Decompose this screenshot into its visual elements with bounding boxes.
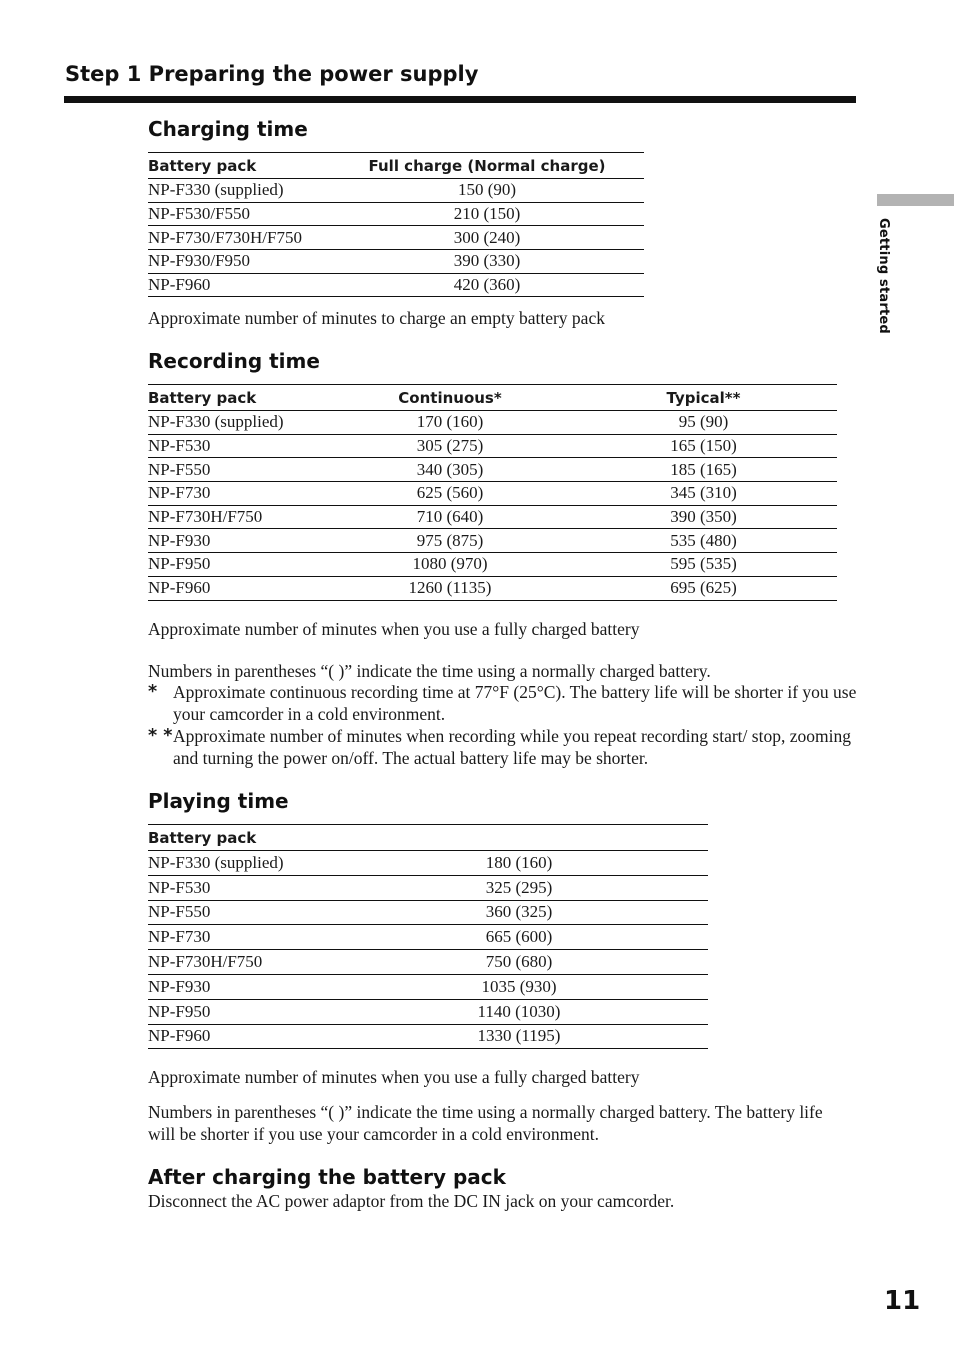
- table-row: [148, 875, 708, 900]
- recording-parens-note: Numbers in parentheses “( )” indicate the time using a normally charged battery.: [148, 661, 711, 681]
- table-row: [148, 529, 837, 553]
- column-header: Typical**: [666, 388, 741, 407]
- cell: NP-F530: [148, 434, 330, 458]
- cell: NP-F960: [148, 1024, 330, 1049]
- cell: 710 (640): [330, 505, 570, 529]
- table-row: [148, 999, 708, 1024]
- cell: 345 (310): [570, 482, 837, 506]
- footnote-mark: *: [148, 682, 158, 702]
- cell: NP-F330 (supplied): [148, 411, 330, 435]
- cell: 360 (325): [330, 900, 708, 925]
- cell: 170 (160): [330, 411, 570, 435]
- cell: NP-F550: [148, 458, 330, 482]
- cell: NP-F330 (supplied): [148, 851, 330, 876]
- table-row: [148, 226, 644, 250]
- table-row: [148, 974, 708, 999]
- table-row: [148, 553, 837, 577]
- footnote-text: Approximate continuous recording time at 77°F (25°C). The battery life will be shorter if you use your camcorder in a cold environment.: [173, 682, 857, 724]
- side-tab-bar: [877, 194, 954, 206]
- cell: 165 (150): [570, 434, 837, 458]
- cell: 420 (360): [330, 273, 644, 297]
- footnote-text: Approximate number of minutes when recording while you repeat recording start/ stop, zooming and turning the power on/off. The actual battery life may be shorter.: [173, 726, 851, 768]
- cell: 325 (295): [330, 875, 708, 900]
- cell: NP-F550: [148, 900, 330, 925]
- cell: 695 (625): [570, 576, 837, 600]
- charging-heading: Charging time: [148, 117, 308, 141]
- cell: 1035 (930): [330, 974, 708, 999]
- cell: NP-F950: [148, 999, 330, 1024]
- table-row: [148, 179, 644, 203]
- column-header: Full charge (Normal charge): [368, 156, 606, 175]
- recording-note: Approximate number of minutes when you use a fully charged battery: [148, 619, 640, 639]
- charging-table: [148, 152, 644, 297]
- cell: NP-F730: [148, 925, 330, 950]
- cell: NP-F530/F550: [148, 202, 330, 226]
- column-header: [330, 825, 708, 851]
- cell: 185 (165): [570, 458, 837, 482]
- page-number: 11: [884, 1286, 921, 1316]
- table-row: [148, 505, 837, 529]
- footnote-mark: * *: [148, 726, 173, 746]
- cell: 210 (150): [330, 202, 644, 226]
- cell: NP-F730/F730H/F750: [148, 226, 330, 250]
- column-header: Battery pack: [148, 156, 257, 175]
- table-row: [148, 900, 708, 925]
- cell: 1140 (1030): [330, 999, 708, 1024]
- cell: 1080 (970): [330, 553, 570, 577]
- table-row: [148, 411, 837, 435]
- cell: 595 (535): [570, 553, 837, 577]
- table-row: [148, 851, 708, 876]
- cell: 390 (330): [330, 250, 644, 274]
- cell: 305 (275): [330, 434, 570, 458]
- recording-heading: Recording time: [148, 349, 320, 373]
- playing-parens-note: Numbers in parentheses “( )” indicate the time using a normally charged battery. The battery life will be shorter if you use your camcorder in a cold environment.: [148, 1102, 823, 1144]
- charging-note: Approximate number of minutes to charge an empty battery pack: [148, 308, 605, 328]
- cell: 95 (90): [570, 411, 837, 435]
- cell: NP-F730H/F750: [148, 950, 330, 975]
- footnote-continuous: [148, 682, 858, 725]
- table-row: [148, 434, 837, 458]
- cell: NP-F960: [148, 273, 330, 297]
- side-tab-label: Getting started: [876, 218, 891, 334]
- table-row: [148, 250, 644, 274]
- playing-table: [148, 824, 708, 1049]
- table-header-row: [148, 385, 837, 411]
- cell: 340 (305): [330, 458, 570, 482]
- cell: 150 (90): [330, 179, 644, 203]
- footnote-typical: [148, 726, 858, 769]
- table-row: [148, 202, 644, 226]
- cell: 390 (350): [570, 505, 837, 529]
- table-row: [148, 950, 708, 975]
- title-rule: [64, 96, 856, 103]
- column-header: Battery pack: [148, 828, 257, 847]
- column-header: Continuous*: [398, 388, 502, 407]
- page-step-title: Step 1 Preparing the power supply: [65, 62, 479, 86]
- cell: NP-F730: [148, 482, 330, 506]
- cell: NP-F930: [148, 974, 330, 999]
- cell: NP-F530: [148, 875, 330, 900]
- cell: NP-F330 (supplied): [148, 179, 330, 203]
- recording-table: [148, 384, 837, 601]
- table-row: [148, 576, 837, 600]
- after-charging-heading: After charging the battery pack: [148, 1165, 506, 1189]
- cell: 625 (560): [330, 482, 570, 506]
- cell: 535 (480): [570, 529, 837, 553]
- after-charging-text: Disconnect the AC power adaptor from the DC IN jack on your camcorder.: [148, 1191, 675, 1211]
- table-header-row: [148, 153, 644, 179]
- cell: NP-F930/F950: [148, 250, 330, 274]
- cell: 665 (600): [330, 925, 708, 950]
- table-header-row: [148, 825, 708, 851]
- column-header: Battery pack: [148, 388, 257, 407]
- cell: 750 (680): [330, 950, 708, 975]
- cell: 1260 (1135): [330, 576, 570, 600]
- cell: 300 (240): [330, 226, 644, 250]
- playing-note: Approximate number of minutes when you use a fully charged battery: [148, 1067, 640, 1087]
- cell: NP-F960: [148, 576, 330, 600]
- cell: NP-F730H/F750: [148, 505, 330, 529]
- table-row: [148, 458, 837, 482]
- cell: 1330 (1195): [330, 1024, 708, 1049]
- cell: NP-F950: [148, 553, 330, 577]
- cell: 975 (875): [330, 529, 570, 553]
- table-row: [148, 1024, 708, 1049]
- playing-heading: Playing time: [148, 789, 289, 813]
- table-row: [148, 482, 837, 506]
- cell: NP-F930: [148, 529, 330, 553]
- cell: 180 (160): [330, 851, 708, 876]
- table-row: [148, 273, 644, 297]
- table-row: [148, 925, 708, 950]
